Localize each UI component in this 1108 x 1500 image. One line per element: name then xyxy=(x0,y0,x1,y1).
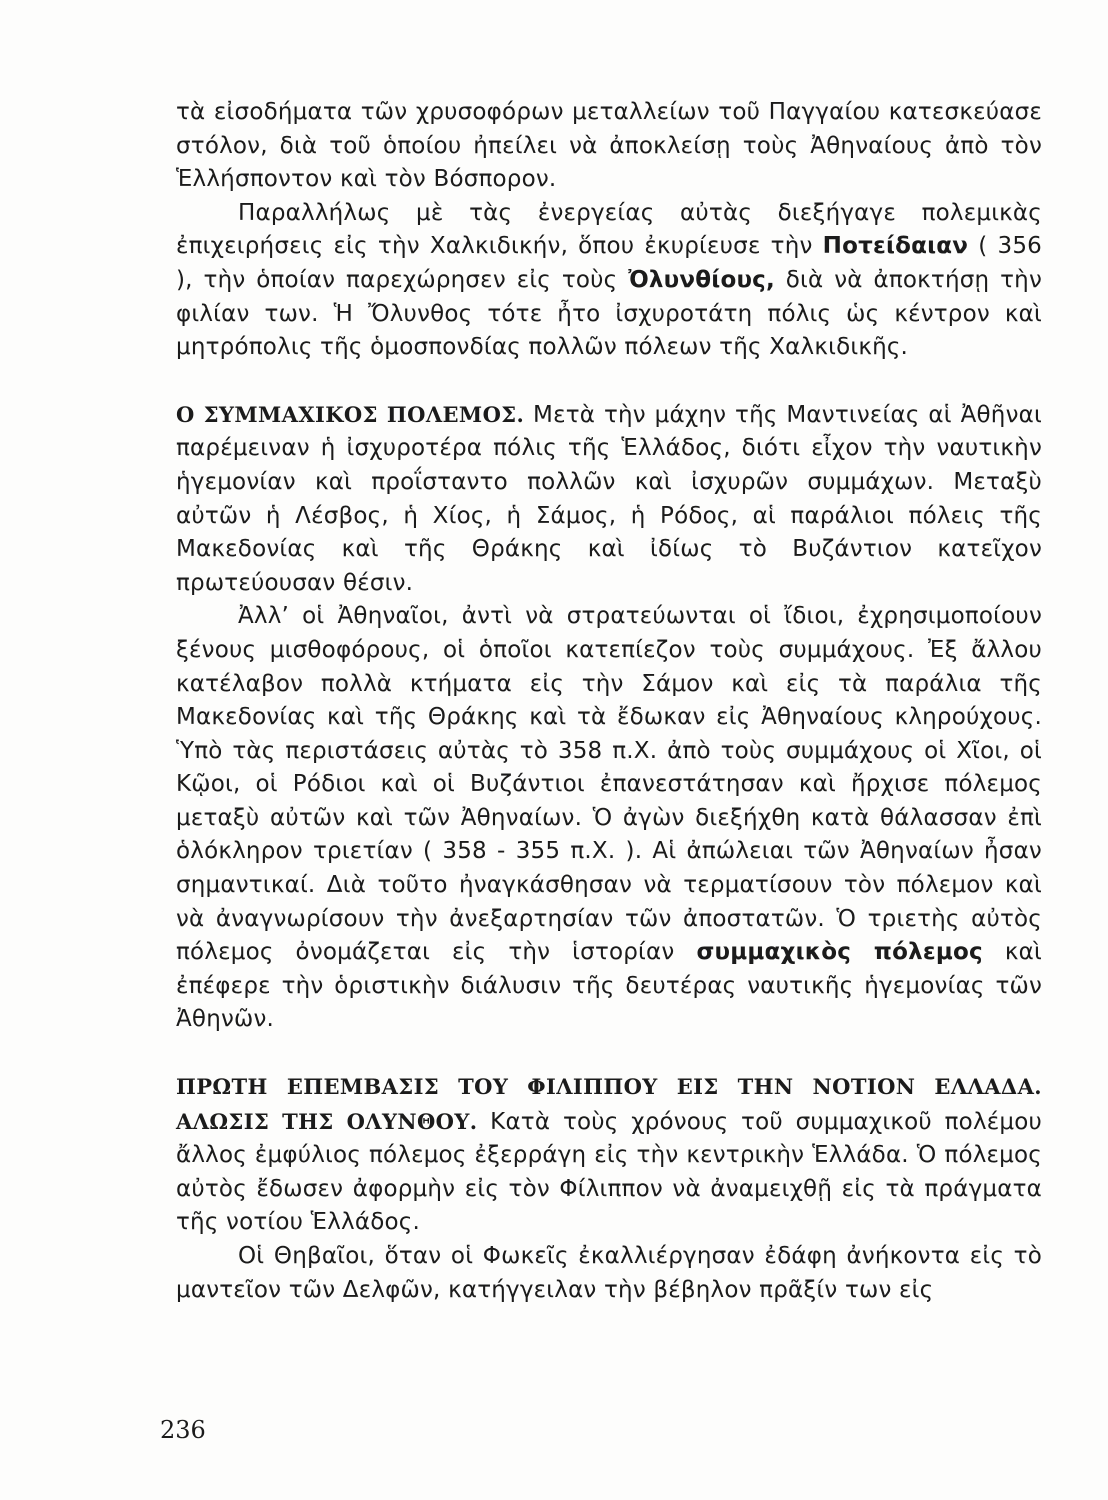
paragraph-1-text: τὰ εἰσοδήματα τῶν χρυσοφόρων μεταλλείων τοῦ Παγγαίου κατεσκεύασε στόλον, διὰ τοῦ ὁποίου ἠπείλει νὰ ἀποκλείσῃ τοὺς Ἀθηναίους ἀπὸ τὸν Ἑλλήσποντον καὶ τὸν Βόσπορον. xyxy=(176,99,1042,193)
paragraph-4-part-3: καὶ ἐπέφερε τὴν ὁριστικὴν διάλυσιν τῆς δευτέρας ναυτικῆς ἡγεμονίας τῶν Ἀθηνῶν. xyxy=(176,939,1042,1033)
section-social-war-text: Μετὰ τὴν μάχην τῆς Μαντινείας αἱ Ἀθῆναι παρέμειναν ἡ ἰσχυροτέρα πόλις τῆς Ἑλλάδος, διότι εἶχον τὴν ναυτικὴν ἡγεμονίαν καὶ προΐσταντο πολλῶν καὶ ἰσχυρῶν συμμάχων. Μεταξὺ αὐτῶν ἡ Λέσβος, ἡ Χίος, ἡ Σάμος, ἡ Ρόδος, αἱ παράλιοι πόλεις τῆς Μακεδονίας καὶ τῆς Θράκης καὶ ἰδίως τὸ Βυζάντιον κατεῖχον πρωτεύουσαν θέσιν. xyxy=(176,401,1042,596)
paragraph-4 xyxy=(176,600,1042,1037)
paragraph-2 xyxy=(176,197,1042,365)
paragraph-1 xyxy=(176,96,1042,197)
paragraph-2-part-1: Παραλλήλως μὲ τὰς ἐνεργείας αὐτὰς διεξήγαγε πολεμικὰς ἐπιχειρήσεις εἰς τὴν Χαλκιδικήν, ὅπου ἐκυρίευσε τὴν xyxy=(176,199,1042,260)
paragraph-2-part-3: ( 356 ), τὴν ὁποίαν παρεχώρησεν εἰς τοὺς xyxy=(176,233,1042,293)
body-text xyxy=(176,96,1042,1307)
section-heading-social-war: Ο ΣΥΜΜΑΧΙΚΟΣ ΠΟΛΕΜΟΣ. xyxy=(176,401,525,427)
paragraph-2-part-5: διὰ νὰ ἀποκτήσῃ τὴν φιλίαν των. Ἡ Ὄλυνθος τότε ἦτο ἰσχυροτάτη πόλις ὡς κέντρον καὶ μητρόπολις τῆς ὁμοσπονδίας πολλῶν πόλεων τῆς Χαλκιδικῆς. xyxy=(176,266,1043,361)
paragraph-6-text: Οἱ Θηβαῖοι, ὅταν οἱ Φωκεῖς ἐκαλλιέργησαν ἐδάφη ἀνήκοντα εἰς τὸ μαντεῖον τῶν Δελφῶν, κατήγγειλαν τὴν βέβηλον πρᾶξίν των εἰς xyxy=(176,1243,1042,1303)
bold-term-social-war: συμμαχικὸς πόλεμος xyxy=(696,939,983,966)
paragraph-6 xyxy=(176,1240,1042,1307)
paragraph-4-part-1: Ἀλλ’ οἱ Ἀθηναῖοι, ἀντὶ νὰ στρατεύωνται οἱ ἴδιοι, ἐχρησιμοποίουν ξένους μισθοφόρους, οἱ ὁποῖοι κατεπίεζον τοὺς συμμάχους. Ἐξ ἄλλου κατέλαβον πολλὰ κτήματα εἰς τὴν Σάμον καὶ εἰς τὰ παράλια τῆς Μακεδονίας καὶ τῆς Θράκης καὶ τὰ ἔδωκαν εἰς Ἀθηναίους κληρούχους. Ὑπὸ τὰς περιστάσεις αὐτὰς τὸ 358 π.Χ. ἀπὸ τοὺς συμμάχους οἱ Χῖοι, οἱ Κῷοι, οἱ Ρόδιοι καὶ οἱ Βυζάντιοι ἐπανεστάτησαν καὶ ἤρχισε πόλεμος μεταξὺ αὐτῶν καὶ τῶν Ἀθηναίων. Ὁ ἀγὼν διεξήχθη κατὰ θάλασσαν ἐπὶ ὁλόκληρον τριετίαν ( 358 - 355 π.Χ. ). Αἱ ἀπώλειαι τῶν Ἀθηναίων ἦσαν σημαντικαί. Διὰ τοῦτο ἠναγκάσθησαν νὰ τερματίσουν τὸν πόλεμον καὶ νὰ ἀναγνωρίσουν τὴν ἀνεξαρτησίαν τῶν ἀποστατῶν. Ὁ τριετὴς αὐτὸς πόλεμος ὀνομάζεται εἰς τὴν ἱστορίαν xyxy=(176,603,1042,966)
section-philip-intervention-text: Κατὰ τοὺς χρόνους τοῦ συμμαχικοῦ πολέμου ἄλλος ἐμφύλιος πόλεμος ἐξερράγη εἰς τὴν κεντρικὴν Ἑλλάδα. Ὁ πόλεμος αὐτὸς ἔδωσεν ἀφορμὴν εἰς τὸν Φίλιππον νὰ ἀναμειχθῇ εἰς τὰ πράγματα τῆς νοτίου Ἑλλάδος. xyxy=(176,1108,1042,1236)
bold-term-poteidaia: Ποτείδαιαν xyxy=(822,233,969,260)
page-number: 236 xyxy=(160,1416,206,1444)
bold-term-olynthians: Ὀλυνθίους, xyxy=(628,266,775,293)
section-heading-philip-intervention: ΠΡΩΤΗ ΕΠΕΜΒΑΣΙΣ ΤΟΥ ΦΙΛΙΠΠΟΥ ΕΙΣ ΤΗΝ ΝΟΤΙΟΝ ΕΛΛΑΔΑ. ΑΛΩΣΙΣ ΤΗΣ ΟΛΥΝΘΟΥ. xyxy=(176,1074,1042,1134)
section-philip-intervention xyxy=(176,1070,1042,1240)
section-social-war xyxy=(176,398,1042,601)
